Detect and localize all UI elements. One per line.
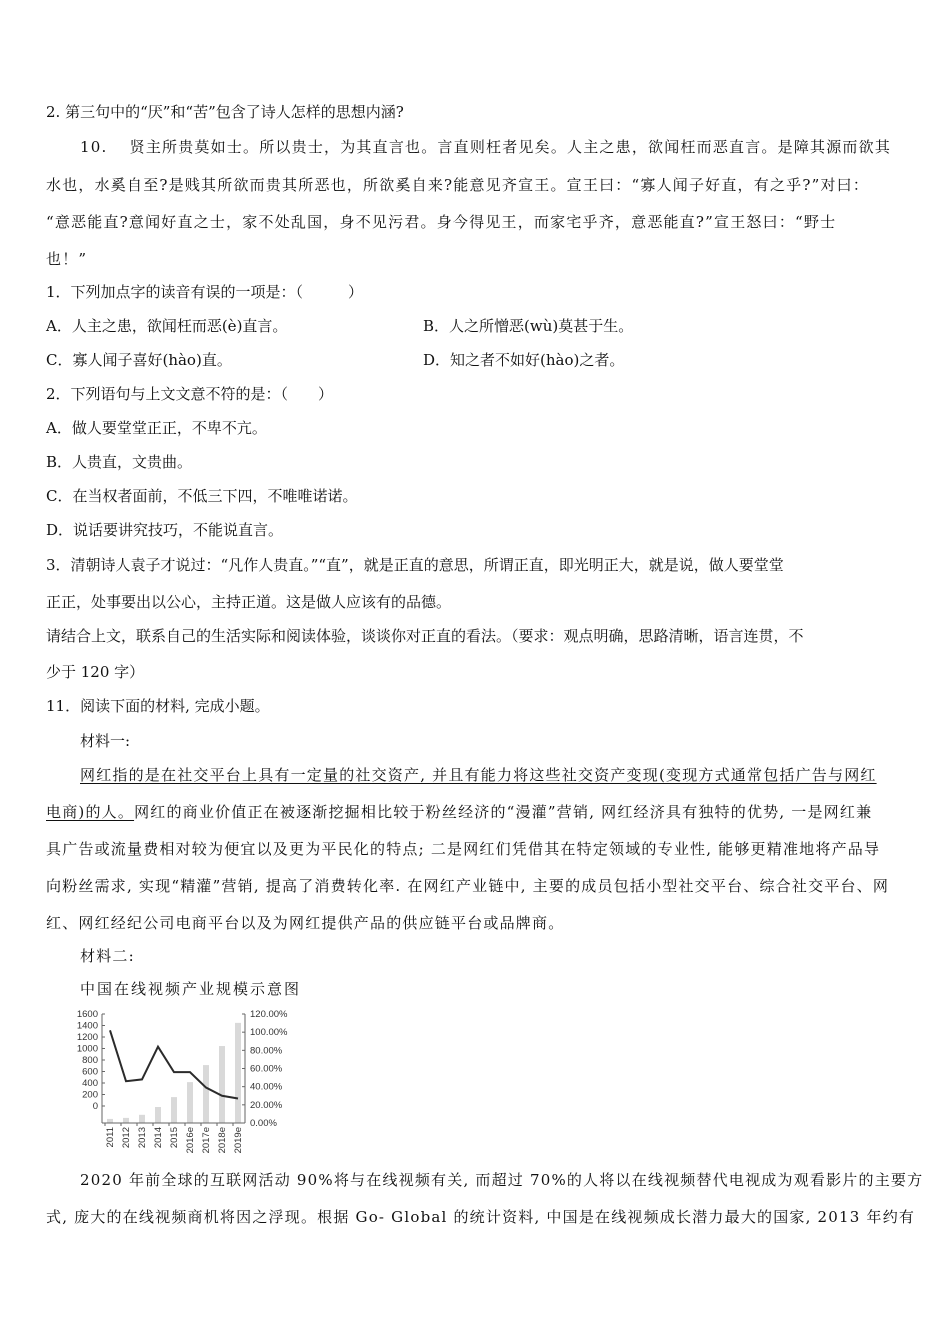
svg-text:120.00%: 120.00% (250, 1009, 288, 1020)
material-1-line-2 (46, 802, 906, 822)
q10-sub2-option-c: C．在当权者面前，不低三下四，不唯唯诺诺。 (46, 487, 358, 505)
q10-line-2: 水也，水奚自至?是贱其所欲而贵其所恶也，所欲奚自来?能意见齐宣王。宣王曰：“寡人闻子好直，有之乎?”对曰： (46, 176, 870, 194)
svg-text:600: 600 (82, 1066, 98, 1078)
svg-text:2016e: 2016e (185, 1127, 196, 1154)
material-1-text: 网红的商业价值正在被逐渐挖掘相比较于粉丝经济的“漫灌”营销, 网红经济具有独特的优势, 一是网红兼 (134, 803, 873, 821)
svg-text:80.00%: 80.00% (250, 1045, 283, 1057)
svg-text:1400: 1400 (76, 1020, 98, 1032)
q10-sub2-option-b: B．人贵直，文贵曲。 (46, 453, 193, 471)
bottom-line-1: 2020 年前全球的互联网活动 90%将与在线视频有关, 而超过 70%的人将以在线视频替代电视成为观看影片的主要方 (80, 1171, 924, 1189)
material-1-line-3: 具广告或流量费相对较为便宜以及更为平民化的特点; 二是网红们凭借其在特定领域的专业性, 能够更精准地将产品导 (46, 840, 881, 858)
svg-text:2011: 2011 (105, 1127, 116, 1148)
q10-sub3-line-2: 正正，处事要出以公心，主持正道。这是做人应该有的品德。 (46, 593, 452, 611)
option-a: A．人主之患，欲闻枉而恶(è)直言。 (46, 317, 288, 335)
material-1-line-4: 向粉丝需求, 实现“精灌”营销, 提高了消费转化率. 在网红产业链中, 主要的成员包括小型社交平台、综合社交平台、网 (46, 877, 890, 895)
q10-sub1-row-1 (46, 316, 906, 336)
material-2-label: 材料二: (80, 947, 135, 965)
svg-text:0.00%: 0.00% (250, 1118, 277, 1129)
growth-rate-line (110, 1030, 238, 1098)
q10-line-3: “意恶能直?意闻好直之士，家不处乱国，身不见污君。身今得见王，而家宅乎齐，意恶能直?”宣王怒曰：“野士 (46, 213, 837, 231)
q11-stem: 11．阅读下面的材料, 完成小题。 (46, 697, 270, 715)
svg-text:800: 800 (82, 1055, 98, 1066)
definition-underlined-2: 电商)的人。 (46, 803, 135, 821)
svg-text:1200: 1200 (76, 1032, 98, 1043)
q10-sub1-row-2 (46, 350, 906, 370)
svg-text:40.00%: 40.00% (250, 1081, 283, 1093)
q10-sub1-stem: 1．下列加点字的读音有误的一项是：（ ） (46, 283, 364, 301)
option-b: B．人之所憎恶(wù)莫甚于生。 (423, 317, 634, 335)
svg-text:2018e: 2018e (217, 1127, 228, 1154)
material-1-label: 材料一: (80, 732, 131, 750)
option-c: C．寡人闻子喜好(hào)直。 (46, 351, 232, 369)
q10-sub3-line-4: 少于 120 字） (46, 663, 145, 681)
material-1-line-1 (80, 765, 940, 785)
left-axis (77, 1009, 105, 1123)
q10-line-1: 10. 贤主所贵莫如士。所以贵士，为其直言也。言直则枉者见矣。人主之患，欲闻枉而恶直言。是障其源而欲其 (80, 138, 892, 156)
q10-sub3-line-1: 3．清朝诗人袁子才说过：“凡作人贵直。”“直”，就是正直的意思，所谓正直，即光明正大，就是说，做人要堂堂 (46, 556, 784, 574)
svg-text:2012: 2012 (121, 1127, 132, 1149)
svg-text:60.00%: 60.00% (250, 1063, 283, 1075)
question-9-2: 2. 第三句中的“厌”和“苦”包含了诗人怎样的思想内涵? (46, 103, 404, 121)
q10-sub3-line-3: 请结合上文，联系自己的生活实际和阅读体验，谈谈你对正直的看法。（要求：观点明确，思路清晰，语言连贯，不 (46, 627, 804, 645)
q10-sub2-option-a: A．做人要堂堂正正，不卑不亢。 (46, 419, 267, 437)
svg-text:0: 0 (92, 1101, 98, 1112)
svg-text:2019e: 2019e (233, 1127, 244, 1154)
bottom-line-2: 式, 庞大的在线视频商机将因之浮现。根据 Go- Global 的统计资料, 中国是在线视频成长潜力最大的国家, 2013 年约有 (46, 1208, 916, 1226)
svg-text:2015: 2015 (169, 1127, 180, 1149)
right-axis (242, 1009, 288, 1129)
definition-underlined-1: 网红指的是在社交平台上具有一定量的社交资产, 并且有能力将这些社交资产变现(变现方式通常包括广告与网红 (80, 766, 877, 784)
svg-text:20.00%: 20.00% (250, 1099, 283, 1111)
svg-text:1600: 1600 (76, 1009, 98, 1020)
x-axis-labels (105, 1123, 244, 1153)
svg-text:1000: 1000 (76, 1043, 98, 1055)
option-d: D．知之者不如好(hào)之者。 (423, 351, 625, 369)
q10-sub2-option-d: D．说话要讲究技巧，不能说直言。 (46, 521, 284, 539)
svg-text:400: 400 (82, 1078, 98, 1089)
svg-text:2013: 2013 (137, 1127, 148, 1149)
q10-line-4: 也！” (46, 250, 88, 268)
online-video-industry-chart (75, 1005, 315, 1165)
material-1-line-5: 红、网红经纪公司电商平台以及为网红提供产品的供应链平台或品牌商。 (46, 914, 565, 932)
svg-text:200: 200 (82, 1089, 98, 1101)
q10-sub2-stem: 2．下列语句与上文文意不符的是：（ ） (46, 385, 334, 403)
chart-title: 中国在线视频产业规模示意图 (80, 980, 302, 998)
svg-text:2017e: 2017e (201, 1127, 212, 1154)
svg-text:100.00%: 100.00% (250, 1027, 288, 1039)
svg-text:2014: 2014 (153, 1127, 164, 1149)
